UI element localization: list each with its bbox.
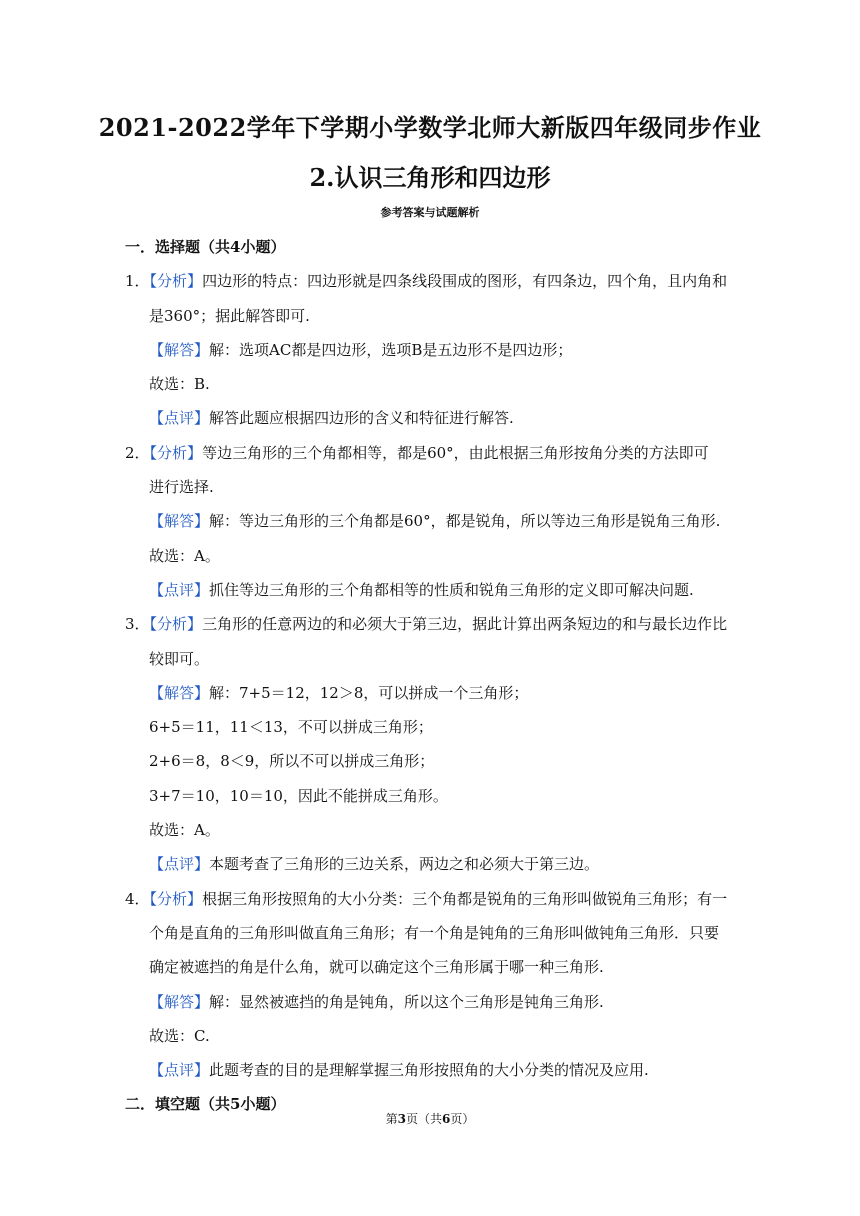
question-number: 4． <box>125 889 150 908</box>
footer-middle: 页（共 <box>405 1112 442 1126</box>
answer-tag: 【解答】 <box>149 512 210 531</box>
analysis-text: 较即可。 <box>149 649 210 668</box>
footer-prefix: 第 <box>385 1112 398 1126</box>
question-1-comment <box>125 401 737 435</box>
comment-text: 此题考查的目的是理解掌握三角形按照角的大小分类的情况及应用. <box>209 1061 649 1080</box>
analysis-tag: 【分析】 <box>149 615 203 634</box>
analysis-tag: 【分析】 <box>149 443 203 462</box>
question-1-answer <box>125 333 737 367</box>
question-number: 3． <box>125 615 150 634</box>
question-4-answer <box>125 985 737 1019</box>
analysis-text: 是360°；据此解答即可. <box>149 306 310 325</box>
footer-page-number: 3 <box>397 1112 406 1126</box>
question-1-analysis <box>125 264 737 298</box>
analysis-text: 四边形的特点：四边形就是四条线段围成的图形，有四条边，四个角，且内角和 <box>202 272 728 291</box>
analysis-text: 确定被遮挡的角是什么角，就可以确定这个三角形属于哪一种三角形. <box>149 958 604 977</box>
question-4-analysis <box>125 882 737 916</box>
analysis-tag: 【分析】 <box>149 272 203 291</box>
comment-tag: 【点评】 <box>149 580 210 599</box>
comment-tag: 【点评】 <box>149 409 210 428</box>
comment-tag: 【点评】 <box>149 855 210 874</box>
answer-text: 故选：C. <box>149 1026 210 1045</box>
document-title: 2021-2022学年下学期小学数学北师大新版四年级同步作业 <box>98 113 762 142</box>
answer-text: 故选：B. <box>149 375 210 394</box>
question-2-answer <box>125 504 737 538</box>
answer-text: 6+5＝11，11＜13，不可以拼成三角形； <box>149 718 433 737</box>
document-subtitle-title: 2.认识三角形和四边形 <box>309 163 551 192</box>
analysis-text: 等边三角形的三个角都相等，都是60°，由此根据三角形按角分类的方法即可 <box>202 443 709 462</box>
document-body <box>125 230 737 1122</box>
section-heading-fill-in: 二．填空题（共5小题） <box>125 1095 286 1114</box>
answer-tag: 【解答】 <box>149 683 210 702</box>
question-2-comment <box>125 573 737 607</box>
analysis-text: 进行选择. <box>149 478 214 497</box>
answer-text: 3+7＝10，10＝10，因此不能拼成三角形。 <box>149 786 448 805</box>
question-number: 2． <box>125 443 150 462</box>
question-number: 1． <box>125 272 150 291</box>
footer-total-pages: 6 <box>442 1112 451 1126</box>
comment-text: 解答此题应根据四边形的含义和特征进行解答. <box>209 409 514 428</box>
question-3-analysis <box>125 607 737 641</box>
answer-key-heading: 参考答案与试题解析 <box>380 206 480 219</box>
comment-text: 本题考查了三角形的三边关系，两边之和必须大于第三边。 <box>209 855 600 874</box>
answer-text: 2+6＝8，8＜9，所以不可以拼成三角形； <box>149 752 435 771</box>
answer-tag: 【解答】 <box>149 992 210 1011</box>
answer-text: 解：7+5＝12，12＞8，可以拼成一个三角形； <box>209 683 529 702</box>
question-4-comment <box>125 1053 737 1087</box>
analysis-text: 根据三角形按照角的大小分类：三个角都是锐角的三角形叫做锐角三角形；有一 <box>202 889 728 908</box>
question-3-comment <box>125 847 737 881</box>
footer-suffix: 页） <box>450 1112 475 1126</box>
analysis-tag: 【分析】 <box>149 889 203 908</box>
answer-text: 解：显然被遮挡的角是钝角，所以这个三角形是钝角三角形. <box>209 992 604 1011</box>
comment-tag: 【点评】 <box>149 1061 210 1080</box>
page-footer <box>0 1110 860 1127</box>
answer-text: 故选：A。 <box>149 546 220 565</box>
analysis-text: 个角是直角的三角形叫做直角三角形；有一个角是钝角的三角形叫做钝角三角形．只要 <box>149 923 720 942</box>
answer-text: 故选：A。 <box>149 821 220 840</box>
comment-text: 抓住等边三角形的三个角都相等的性质和锐角三角形的定义即可解决问题. <box>209 580 694 599</box>
section-heading-choice: 一．选择题（共4小题） <box>125 238 286 256</box>
answer-text: 解：选项AC都是四边形，选项B是五边形不是四边形； <box>209 340 573 359</box>
question-3-answer <box>125 676 737 710</box>
question-2-analysis <box>125 436 737 470</box>
analysis-text: 三角形的任意两边的和必须大于第三边，据此计算出两条短边的和与最长边作比 <box>202 615 728 634</box>
answer-text: 解：等边三角形的三个角都是60°，都是锐角，所以等边三角形是锐角三角形. <box>209 512 721 531</box>
answer-tag: 【解答】 <box>149 340 210 359</box>
